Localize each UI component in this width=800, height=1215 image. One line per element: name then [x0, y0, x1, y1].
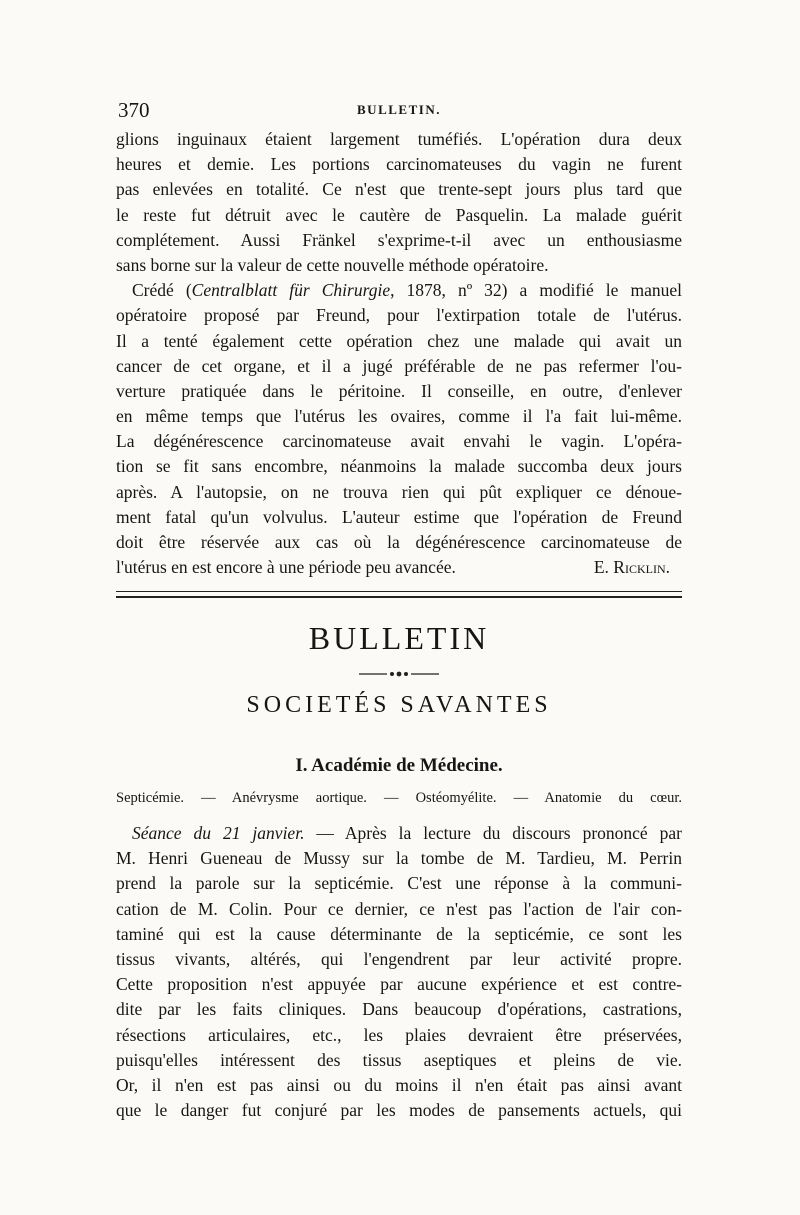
text-line: ment fatal qu'un volvulus. L'auteur estime que l'opération de Freund — [116, 506, 682, 527]
text-line: tion se fit sans encombre, néanmoins la malade succomba deux jours — [116, 456, 682, 477]
text-line: le reste fut détruit avec le cautère de Pasquelin. La malade guérit — [116, 204, 682, 225]
text-line — [116, 821, 682, 846]
article-continued — [116, 127, 682, 580]
text-line: verture pratiquée dans le péritoine. Il conseille, en outre, d'enlever — [116, 380, 682, 401]
text-line: dite par les faits cliniques. Dans beaucoup d'opérations, castrations, — [116, 999, 682, 1020]
text-line: heures et demie. Les portions carcinomateuses du vagin ne furent — [116, 154, 682, 175]
separator-rule — [116, 596, 682, 598]
text-fragment: Crédé ( — [132, 280, 192, 301]
author-signature: E. Ricklin. — [593, 557, 670, 578]
page-number: 370 — [118, 98, 150, 122]
section-heading: SOCIETÉS SAVANTES — [246, 692, 552, 718]
text-line: opératoire proposé par Freund, pour l'extirpation totale de l'utérus. — [116, 305, 682, 326]
text-line: Cette proposition n'est appuyée par aucune expérience et est contre- — [116, 974, 682, 995]
text-line: résections articulaires, etc., les plaies devraient être préservées, — [116, 1024, 682, 1045]
running-title: BULLETIN. — [357, 102, 441, 117]
text-fragment: — Après la lecture du discours prononcé par — [304, 823, 682, 843]
text-line: glions inguinaux étaient largement tuméfiés. L'opération dura deux — [116, 129, 682, 149]
text-line: que le danger fut conjuré par les modes de pansements actuels, qui — [116, 1100, 682, 1121]
text-line: cancer de cet organe, et il a jugé préférable de ne pas refermer l'ou- — [116, 355, 682, 376]
text-line: prend la parole sur la septicémie. C'est une réponse à la communi- — [116, 873, 682, 894]
session-date: Séance du 21 janvier. — [132, 823, 305, 843]
text-line — [116, 555, 682, 580]
ornament-divider — [359, 671, 439, 677]
text-line — [116, 278, 682, 303]
journal-title: Centralblatt für Chirurgie — [191, 280, 391, 301]
text-line: Il a tenté également cette opération chez une malade qui avait un — [116, 330, 682, 351]
text-line: sans borne sur la valeur de cette nouvelle méthode opératoire. — [116, 254, 549, 275]
separator-rule — [116, 591, 682, 592]
text-line: La dégénérescence carcinomateuse avait envahi le vagin. L'opéra- — [116, 431, 682, 452]
text-line: doit être réservée aux cas où la dégénérescence carcinomateuse de — [116, 532, 682, 552]
text-fragment: , 1878, nº 32) a modifié le manuel — [390, 280, 682, 301]
topics-summary: Septicémie. — Anévrysme aortique. — Ostéomyélite. — Anatomie du cœur. — [116, 790, 682, 806]
text-line: tissus vivants, altérés, qui l'engendrent par leur activité propre. — [116, 948, 682, 969]
text-line: en même temps que l'utérus les ovaires, comme il l'a fait lui-même. — [116, 406, 682, 427]
bulletin-heading: BULLETIN — [308, 620, 490, 656]
text-line: puisqu'elles intéressent des tissus aseptiques et pleins de vie. — [116, 1049, 682, 1070]
seance-paragraph — [116, 821, 682, 1123]
running-head — [118, 98, 680, 122]
text-line: Or, il n'en est pas ainsi ou du moins il n'en était pas ainsi avant — [116, 1074, 682, 1095]
academy-heading: I. Académie de Médecine. — [295, 755, 503, 776]
text-line: complétement. Aussi Fränkel s'exprime-t-il avec un enthousiasme — [116, 229, 682, 250]
text-line: taminé qui est la cause déterminante de la septicémie, ce sont les — [116, 923, 682, 944]
text-line: pas enlevées en totalité. Ce n'est que trente-sept jours plus tard que — [116, 179, 682, 200]
text-line: cation de M. Colin. Pour ce dernier, ce n'est pas l'action de l'air con- — [116, 898, 682, 919]
text-line: après. A l'autopsie, on ne trouva rien qui pût expliquer ce dénoue- — [116, 481, 682, 502]
text-line: M. Henri Gueneau de Mussy sur la tombe de M. Tardieu, M. Perrin — [116, 848, 682, 869]
text-fragment: l'utérus en est encore à une période peu avancée. — [116, 557, 456, 578]
